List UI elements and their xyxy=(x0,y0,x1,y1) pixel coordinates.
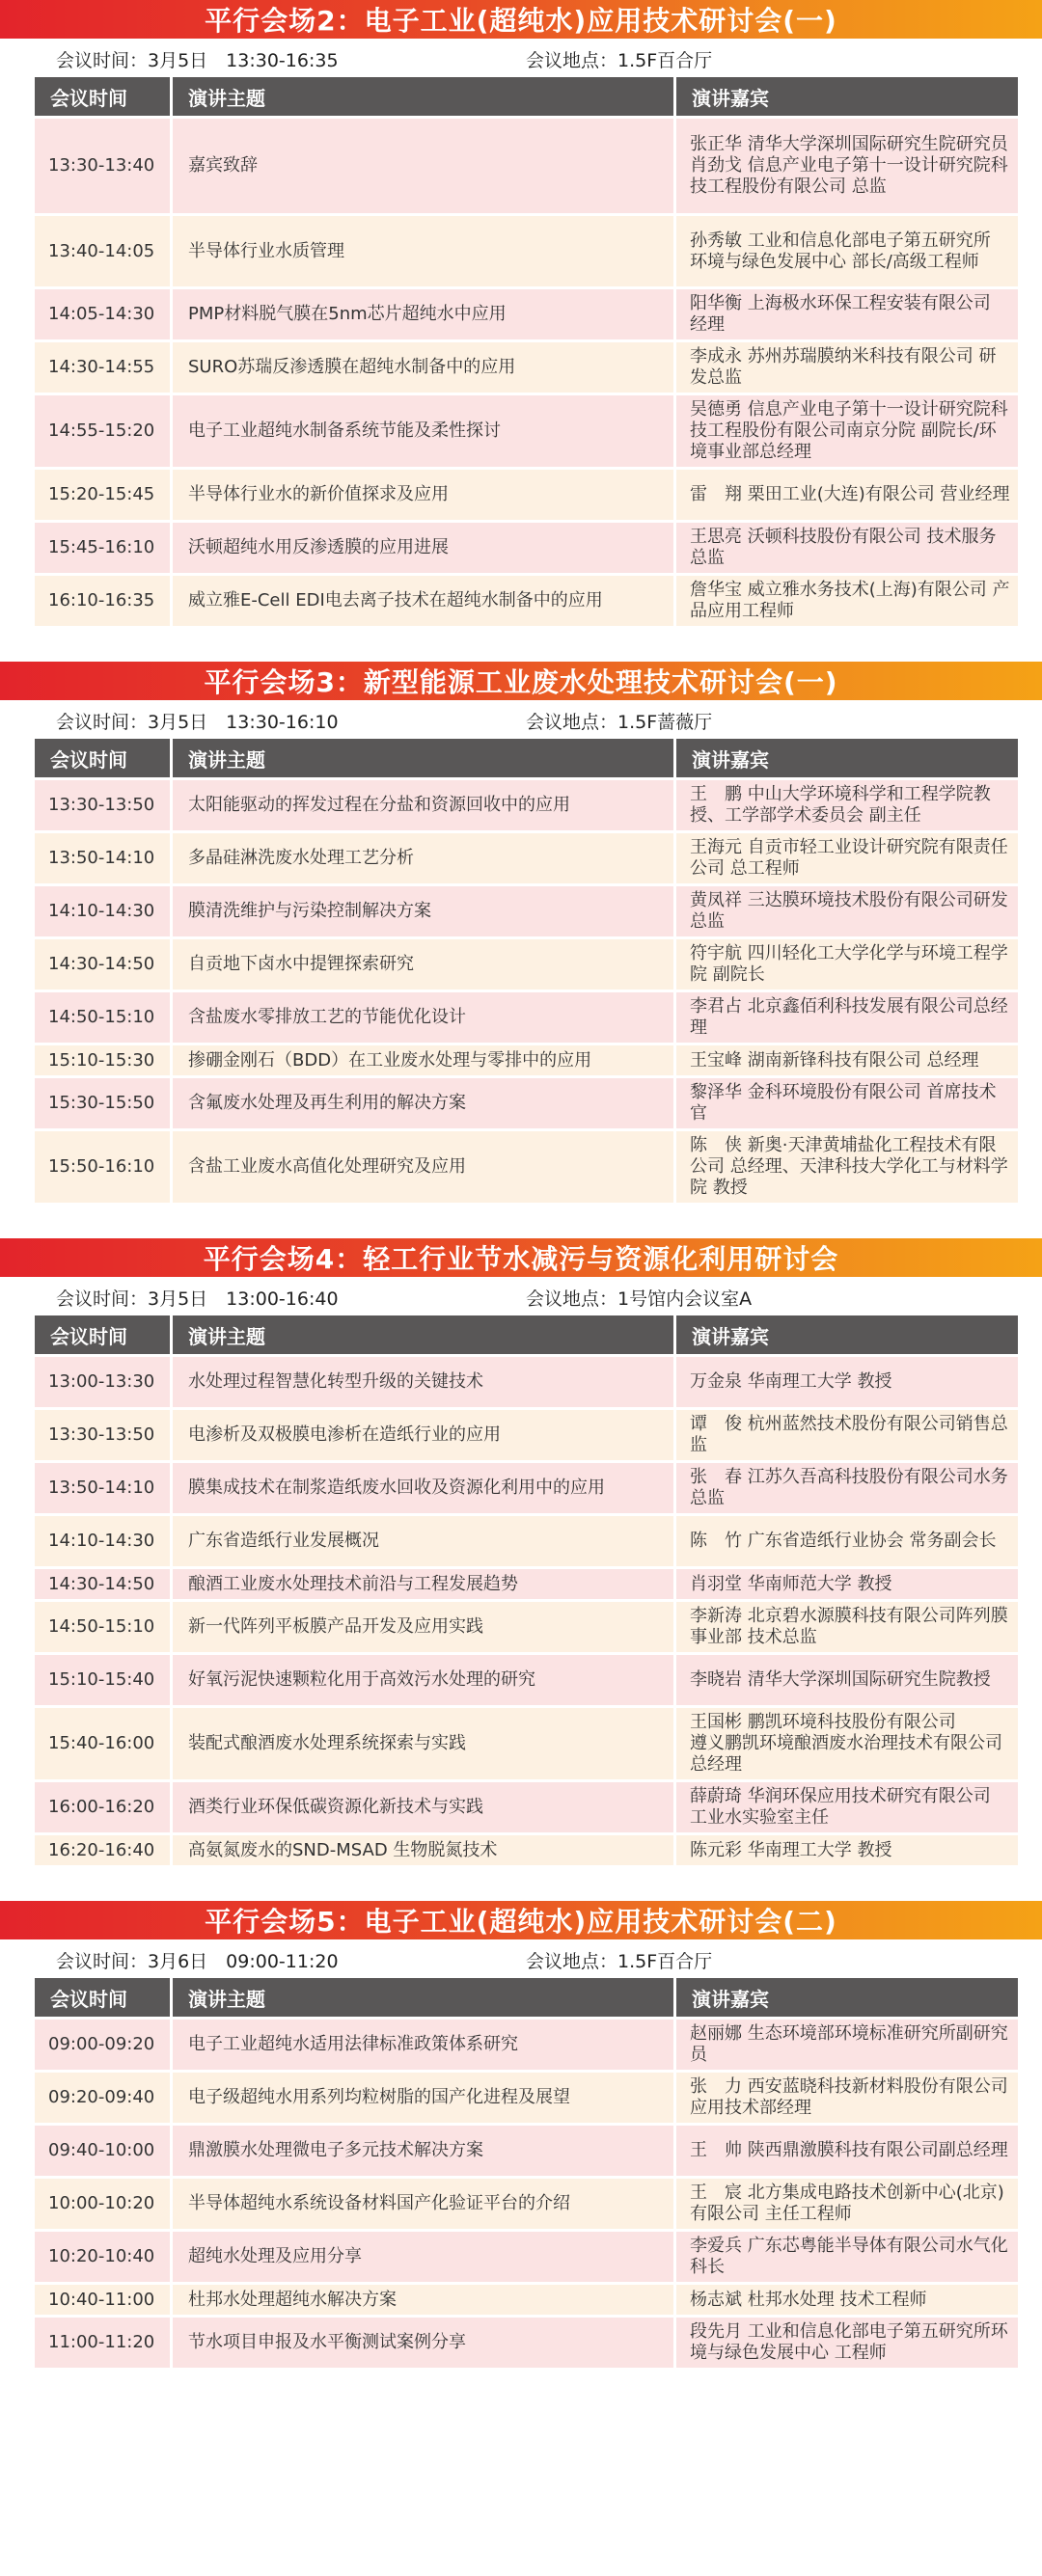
row-speaker: 肖羽堂 华南师范大学 教授 xyxy=(676,1569,1018,1599)
row-time: 15:10-15:40 xyxy=(35,1655,170,1705)
agenda-table xyxy=(32,74,1021,629)
table-row xyxy=(35,470,1018,520)
row-speaker: 吴德勇 信息产业电子第十一设计研究院科技工程股份有限公司南京分院 副院长/环境事业部总经理 xyxy=(676,395,1018,467)
session-4 xyxy=(0,1238,1042,1901)
table-row xyxy=(35,1131,1018,1203)
row-speaker: 李君占 北京鑫佰利科技发展有限公司总经理 xyxy=(676,992,1018,1043)
table-row xyxy=(35,289,1018,339)
row-speaker: 张 春 江苏久吾高科技股份有限公司水务总监 xyxy=(676,1463,1018,1513)
table-row xyxy=(35,1569,1018,1599)
row-speaker: 王思亮 沃顿科技股份有限公司 技术服务总监 xyxy=(676,523,1018,573)
row-speaker: 王 宸 北方集成电路技术创新中心(北京)有限公司 主任工程师 xyxy=(676,2179,1018,2229)
table-header-row xyxy=(35,77,1018,116)
header-speaker: 演讲嘉宾 xyxy=(676,77,1018,116)
row-topic: 半导体行业水的新价值探求及应用 xyxy=(173,470,673,520)
row-topic: 节水项目申报及水平衡测试案例分享 xyxy=(173,2318,673,2368)
row-topic: 杜邦水处理超纯水解决方案 xyxy=(173,2285,673,2315)
row-speaker: 黄凤祥 三达膜环境技术股份有限公司研发总监 xyxy=(676,886,1018,936)
row-time: 15:45-16:10 xyxy=(35,523,170,573)
agenda-table xyxy=(32,1975,1021,2371)
row-speaker: 陈 竹 广东省造纸行业协会 常务副会长 xyxy=(676,1516,1018,1566)
row-speaker: 李晓岩 清华大学深圳国际研究生院教授 xyxy=(676,1655,1018,1705)
row-speaker: 张正华 清华大学深圳国际研究生院研究员 肖劲戈 信息产业电子第十一设计研究院科技工程股份有限公司 总监 xyxy=(676,119,1018,213)
session-info-bar xyxy=(0,39,1042,77)
table-row xyxy=(35,992,1018,1043)
session-title-banner: 平行会场4：轻工行业节水减污与资源化利用研讨会 xyxy=(0,1238,1042,1277)
row-topic: 膜清洗维护与污染控制解决方案 xyxy=(173,886,673,936)
row-time: 09:00-09:20 xyxy=(35,2020,170,2070)
table-row xyxy=(35,1708,1018,1779)
section-gap xyxy=(0,629,1042,662)
row-time: 14:30-14:50 xyxy=(35,1569,170,1599)
table-row xyxy=(35,395,1018,467)
row-time: 13:30-13:50 xyxy=(35,780,170,830)
table-row xyxy=(35,2179,1018,2229)
session-5 xyxy=(0,1901,1042,2371)
row-time: 15:50-16:10 xyxy=(35,1131,170,1203)
session-venue: 会议地点：1.5F蔷薇厅 xyxy=(526,712,713,733)
row-topic: 酒类行业环保低碳资源化新技术与实践 xyxy=(173,1782,673,1832)
session-3 xyxy=(0,662,1042,1238)
header-time: 会议时间 xyxy=(35,77,170,116)
table-header-row xyxy=(35,1315,1018,1354)
session-info-bar xyxy=(0,1277,1042,1315)
agenda-table xyxy=(32,736,1021,1206)
table-header-row xyxy=(35,739,1018,777)
table-header-row xyxy=(35,1978,1018,2017)
row-topic: 膜集成技术在制浆造纸废水回收及资源化利用中的应用 xyxy=(173,1463,673,1513)
header-topic: 演讲主题 xyxy=(173,77,673,116)
row-speaker: 万金泉 华南理工大学 教授 xyxy=(676,1357,1018,1407)
table-row xyxy=(35,342,1018,393)
row-time: 14:30-14:50 xyxy=(35,939,170,990)
row-time: 14:55-15:20 xyxy=(35,395,170,467)
session-info-bar xyxy=(0,1939,1042,1978)
row-time: 15:40-16:00 xyxy=(35,1708,170,1779)
row-topic: 嘉宾致辞 xyxy=(173,119,673,213)
table-row xyxy=(35,2126,1018,2176)
table-row xyxy=(35,2020,1018,2070)
row-time: 15:10-15:30 xyxy=(35,1045,170,1075)
table-row xyxy=(35,1045,1018,1075)
row-speaker: 李新涛 北京碧水源膜科技有限公司阵列膜事业部 技术总监 xyxy=(676,1602,1018,1652)
table-row xyxy=(35,1078,1018,1128)
row-time: 13:00-13:30 xyxy=(35,1357,170,1407)
row-speaker: 薛蔚琦 华润环保应用技术研究有限公司 工业水实验室主任 xyxy=(676,1782,1018,1832)
row-speaker: 王海元 自贡市轻工业设计研究院有限责任公司 总工程师 xyxy=(676,833,1018,883)
row-topic: 沃顿超纯水用反渗透膜的应用进展 xyxy=(173,523,673,573)
row-topic: 装配式酿酒废水处理系统探索与实践 xyxy=(173,1708,673,1779)
row-time: 09:20-09:40 xyxy=(35,2073,170,2123)
row-time: 13:50-14:10 xyxy=(35,833,170,883)
row-time: 13:40-14:05 xyxy=(35,216,170,286)
row-topic: PMP材料脱气膜在5nm芯片超纯水中应用 xyxy=(173,289,673,339)
table-row xyxy=(35,1516,1018,1566)
header-speaker: 演讲嘉宾 xyxy=(676,739,1018,777)
row-topic: 酿酒工业废水处理技术前沿与工程发展趋势 xyxy=(173,1569,673,1599)
row-speaker: 孙秀敏 工业和信息化部电子第五研究所 环境与绿色发展中心 部长/高级工程师 xyxy=(676,216,1018,286)
section-gap xyxy=(0,1206,1042,1238)
header-time: 会议时间 xyxy=(35,1978,170,2017)
row-time: 13:50-14:10 xyxy=(35,1463,170,1513)
row-time: 14:10-14:30 xyxy=(35,886,170,936)
row-speaker: 李成永 苏州苏瑞膜纳米科技有限公司 研发总监 xyxy=(676,342,1018,393)
table-row xyxy=(35,2318,1018,2368)
row-time: 14:10-14:30 xyxy=(35,1516,170,1566)
session-time: 会议时间：3月6日 09:00-11:20 xyxy=(56,1951,339,1972)
row-topic: 含盐工业废水高值化处理研究及应用 xyxy=(173,1131,673,1203)
row-time: 13:30-13:50 xyxy=(35,1410,170,1460)
row-time: 14:05-14:30 xyxy=(35,289,170,339)
row-speaker: 谭 俊 杭州蓝然技术股份有限公司销售总监 xyxy=(676,1410,1018,1460)
row-speaker: 李爱兵 广东芯粤能半导体有限公司水气化科长 xyxy=(676,2232,1018,2282)
row-time: 15:30-15:50 xyxy=(35,1078,170,1128)
row-time: 15:20-15:45 xyxy=(35,470,170,520)
table-row xyxy=(35,1463,1018,1513)
row-time: 14:30-14:55 xyxy=(35,342,170,393)
table-row xyxy=(35,886,1018,936)
row-speaker: 赵丽娜 生态环境部环境标准研究所副研究员 xyxy=(676,2020,1018,2070)
row-topic: 多晶硅淋洗废水处理工艺分析 xyxy=(173,833,673,883)
row-topic: 超纯水处理及应用分享 xyxy=(173,2232,673,2282)
table-row xyxy=(35,2285,1018,2315)
row-topic: SURO苏瑞反渗透膜在超纯水制备中的应用 xyxy=(173,342,673,393)
header-topic: 演讲主题 xyxy=(173,739,673,777)
table-row xyxy=(35,939,1018,990)
row-topic: 鼎激膜水处理微电子多元技术解决方案 xyxy=(173,2126,673,2176)
row-topic: 太阳能驱动的挥发过程在分盐和资源回收中的应用 xyxy=(173,780,673,830)
row-speaker: 阳华衡 上海极水环保工程安装有限公司 经理 xyxy=(676,289,1018,339)
row-topic: 威立雅E-Cell EDI电去离子技术在超纯水制备中的应用 xyxy=(173,576,673,626)
row-speaker: 雷 翔 栗田工业(大连)有限公司 营业经理 xyxy=(676,470,1018,520)
session-venue: 会议地点：1.5F百合厅 xyxy=(526,1951,713,1972)
row-topic: 水处理过程智慧化转型升级的关键技术 xyxy=(173,1357,673,1407)
row-topic: 电子级超纯水用系列均粒树脂的国产化进程及展望 xyxy=(173,2073,673,2123)
table-row xyxy=(35,576,1018,626)
row-speaker: 陈元彩 华南理工大学 教授 xyxy=(676,1835,1018,1865)
table-row xyxy=(35,2073,1018,2123)
row-topic: 掺硼金刚石（BDD）在工业废水处理与零排中的应用 xyxy=(173,1045,673,1075)
row-topic: 高氨氮废水的SND-MSAD 生物脱氮技术 xyxy=(173,1835,673,1865)
row-time: 10:40-11:00 xyxy=(35,2285,170,2315)
table-row xyxy=(35,780,1018,830)
row-time: 13:30-13:40 xyxy=(35,119,170,213)
row-time: 09:40-10:00 xyxy=(35,2126,170,2176)
row-time: 16:00-16:20 xyxy=(35,1782,170,1832)
header-time: 会议时间 xyxy=(35,1315,170,1354)
row-topic: 电渗析及双极膜电渗析在造纸行业的应用 xyxy=(173,1410,673,1460)
row-speaker: 符宇航 四川轻化工大学化学与环境工程学院 副院长 xyxy=(676,939,1018,990)
row-time: 14:50-15:10 xyxy=(35,992,170,1043)
session-venue: 会议地点：1号馆内会议室A xyxy=(526,1288,753,1310)
table-row xyxy=(35,833,1018,883)
row-time: 14:50-15:10 xyxy=(35,1602,170,1652)
table-row xyxy=(35,119,1018,213)
table-row xyxy=(35,1357,1018,1407)
row-speaker: 黎泽华 金科环境股份有限公司 首席技术官 xyxy=(676,1078,1018,1128)
row-topic: 好氧污泥快速颗粒化用于高效污水处理的研究 xyxy=(173,1655,673,1705)
row-speaker: 王宝峰 湖南新锋科技有限公司 总经理 xyxy=(676,1045,1018,1075)
header-topic: 演讲主题 xyxy=(173,1978,673,2017)
row-speaker: 杨志斌 杜邦水处理 技术工程师 xyxy=(676,2285,1018,2315)
row-topic: 含盐废水零排放工艺的节能优化设计 xyxy=(173,992,673,1043)
table-row xyxy=(35,1782,1018,1832)
row-speaker: 段先月 工业和信息化部电子第五研究所环境与绿色发展中心 工程师 xyxy=(676,2318,1018,2368)
row-time: 10:00-10:20 xyxy=(35,2179,170,2229)
row-topic: 广东省造纸行业发展概况 xyxy=(173,1516,673,1566)
header-speaker: 演讲嘉宾 xyxy=(676,1978,1018,2017)
session-title-banner: 平行会场3：新型能源工业废水处理技术研讨会(一) xyxy=(0,662,1042,700)
row-topic: 半导体行业水质管理 xyxy=(173,216,673,286)
header-topic: 演讲主题 xyxy=(173,1315,673,1354)
section-gap xyxy=(0,1868,1042,1901)
row-topic: 自贡地下卤水中提锂探索研究 xyxy=(173,939,673,990)
row-time: 10:20-10:40 xyxy=(35,2232,170,2282)
session-time: 会议时间：3月5日 13:30-16:35 xyxy=(56,50,339,71)
row-speaker: 陈 侠 新奥·天津黄埔盐化工程技术有限公司 总经理、天津科技大学化工与材料学院 教授 xyxy=(676,1131,1018,1203)
row-topic: 电子工业超纯水制备系统节能及柔性探讨 xyxy=(173,395,673,467)
row-speaker: 詹华宝 威立雅水务技术(上海)有限公司 产品应用工程师 xyxy=(676,576,1018,626)
row-topic: 含氟废水处理及再生利用的解决方案 xyxy=(173,1078,673,1128)
row-speaker: 王国彬 鹏凯环境科技股份有限公司 遵义鹏凯环境酿酒废水治理技术有限公司 总经理 xyxy=(676,1708,1018,1779)
session-time: 会议时间：3月5日 13:30-16:10 xyxy=(56,712,339,733)
row-time: 16:10-16:35 xyxy=(35,576,170,626)
table-row xyxy=(35,2232,1018,2282)
row-time: 11:00-11:20 xyxy=(35,2318,170,2368)
row-speaker: 张 力 西安蓝晓科技新材料股份有限公司 应用技术部经理 xyxy=(676,2073,1018,2123)
row-topic: 半导体超纯水系统设备材料国产化验证平台的介绍 xyxy=(173,2179,673,2229)
table-row xyxy=(35,1602,1018,1652)
header-speaker: 演讲嘉宾 xyxy=(676,1315,1018,1354)
session-venue: 会议地点：1.5F百合厅 xyxy=(526,50,713,71)
agenda-table xyxy=(32,1313,1021,1868)
row-speaker: 王 鹏 中山大学环境科学和工程学院教授、工学部学术委员会 副主任 xyxy=(676,780,1018,830)
session-info-bar xyxy=(0,700,1042,739)
table-row xyxy=(35,216,1018,286)
table-row xyxy=(35,1835,1018,1865)
session-time: 会议时间：3月5日 13:00-16:40 xyxy=(56,1288,339,1310)
session-2 xyxy=(0,0,1042,662)
header-time: 会议时间 xyxy=(35,739,170,777)
row-topic: 电子工业超纯水适用法律标准政策体系研究 xyxy=(173,2020,673,2070)
table-row xyxy=(35,1410,1018,1460)
row-speaker: 王 帅 陕西鼎激膜科技有限公司副总经理 xyxy=(676,2126,1018,2176)
row-time: 16:20-16:40 xyxy=(35,1835,170,1865)
table-row xyxy=(35,523,1018,573)
table-row xyxy=(35,1655,1018,1705)
session-title-banner: 平行会场5：电子工业(超纯水)应用技术研讨会(二) xyxy=(0,1901,1042,1939)
row-topic: 新一代阵列平板膜产品开发及应用实践 xyxy=(173,1602,673,1652)
session-title-banner: 平行会场2：电子工业(超纯水)应用技术研讨会(一) xyxy=(0,0,1042,39)
